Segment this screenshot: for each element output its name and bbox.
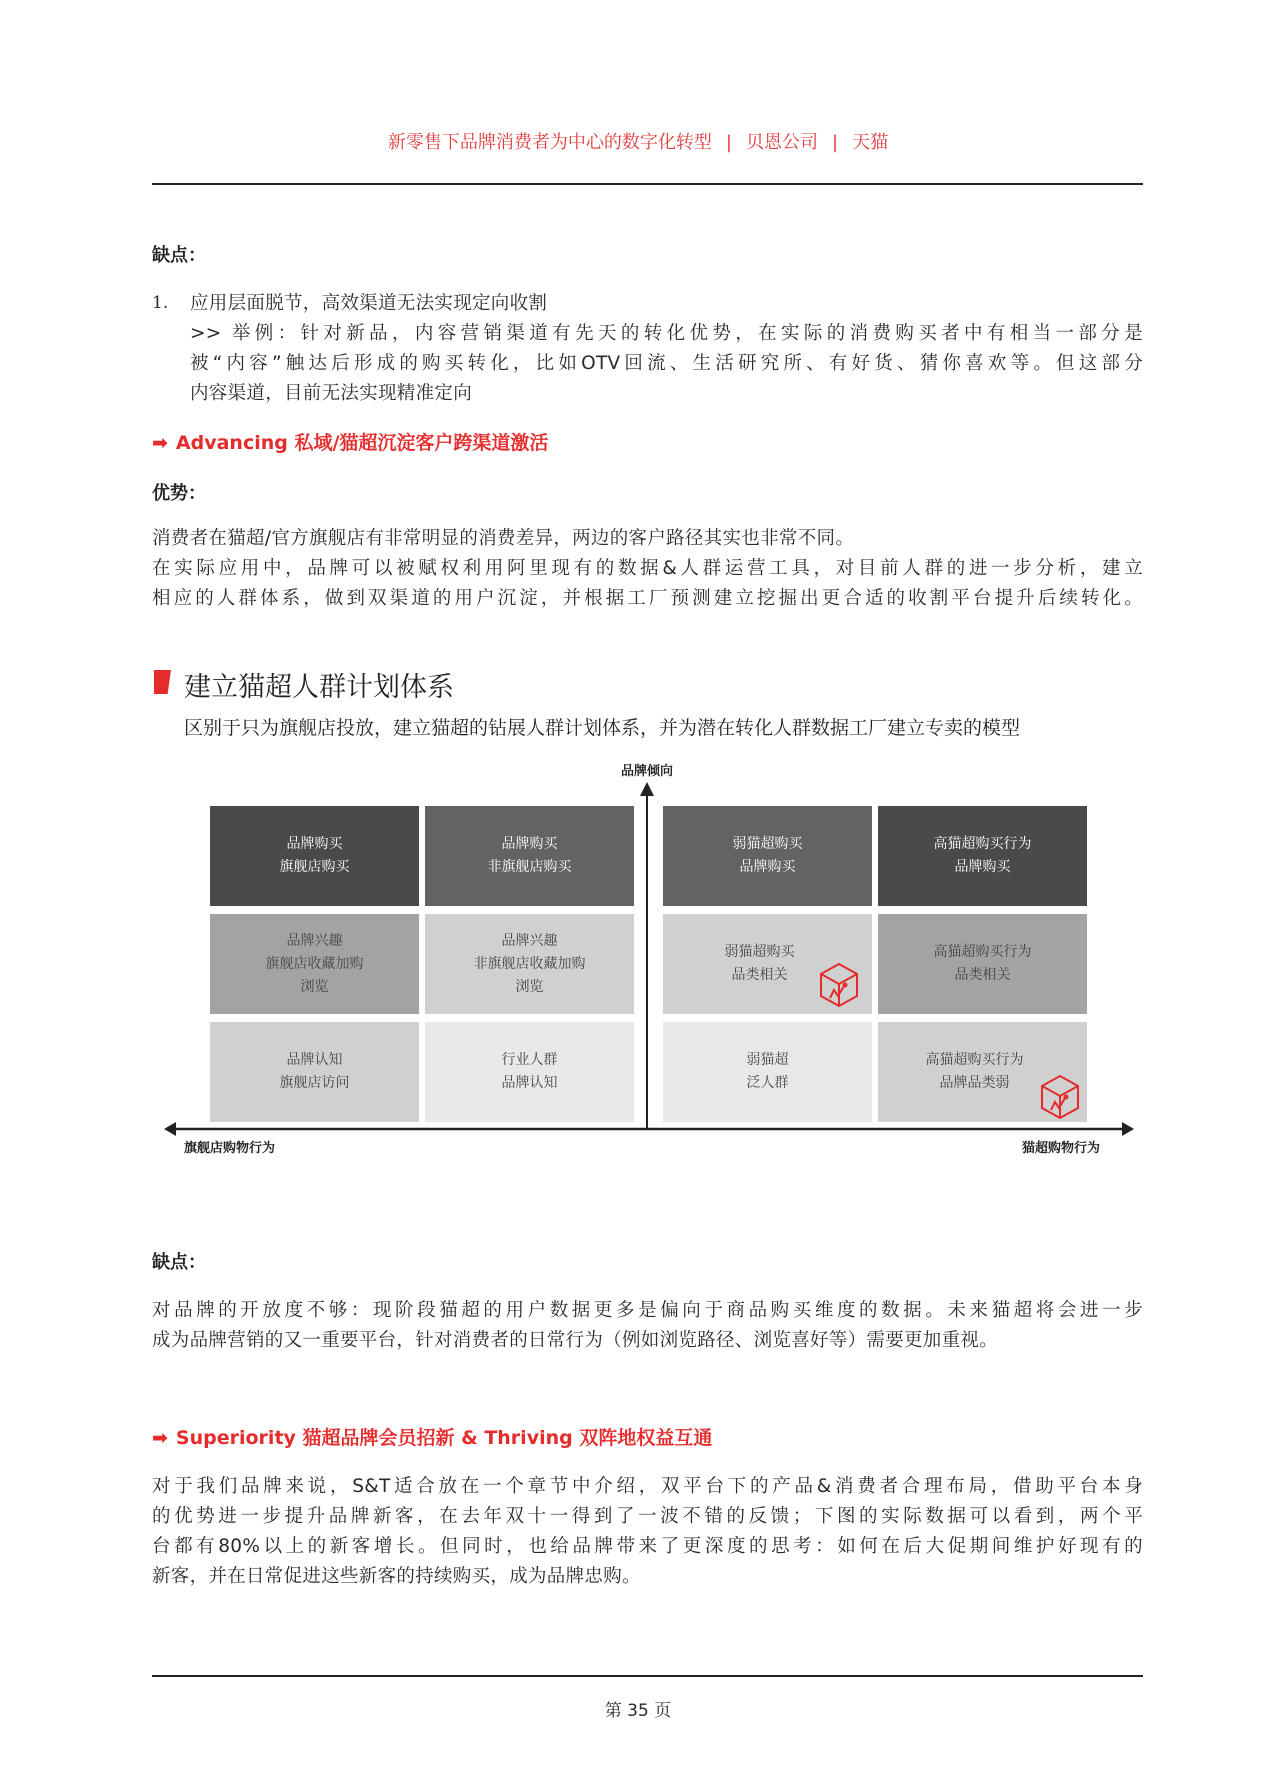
advantages-heading: 优势： xyxy=(152,483,206,504)
section-title: 建立猫超人群计划体系 xyxy=(184,672,454,703)
y-axis-label: 品牌倾向 xyxy=(620,764,674,779)
paragraph-line: 对于我们品牌来说，S&T适合放在一个章节中介绍，双平台下的产品&消费者合理布局，借助平台本身 xyxy=(152,1476,1143,1497)
header-title: 新零售下品牌消费者为中心的数字化转型 xyxy=(387,132,712,153)
paragraph-line: 的优势进一步提升品牌新客，在去年双十一得到了一波不错的反馈；下图的实际数据可以看到，两个平 xyxy=(152,1506,1143,1527)
matrix-cell xyxy=(663,1022,872,1122)
matrix-cell-text: 泛人群 xyxy=(746,1075,789,1091)
list-item-line: 被“内容”触达后形成的购买转化，比如OTV回流、生活研究所、有好货、猜你喜欢等。但这部分 xyxy=(190,353,1143,374)
y-axis-arrow-icon xyxy=(640,782,654,796)
x-axis-left-arrow-icon xyxy=(164,1122,176,1136)
matrix-cell-text: 高猫超购买行为 xyxy=(933,836,1032,852)
disadvantages-heading-2: 缺点： xyxy=(152,1252,206,1273)
matrix-cell-text: 浏览 xyxy=(515,978,544,995)
matrix-cell-text: 弱猫超 xyxy=(746,1052,789,1068)
matrix-cell-text: 品牌认知 xyxy=(501,1075,558,1091)
matrix-cell-text: 品牌购买 xyxy=(286,836,343,852)
matrix-cell xyxy=(210,1022,419,1122)
advancing-title: Advancing 私域/猫超沉淀客户跨渠道激活 xyxy=(175,432,549,454)
matrix-cell-text: 弱猫超购买 xyxy=(732,836,803,852)
disadvantages-heading: 缺点： xyxy=(152,245,206,266)
matrix-cell-text: 弱猫超购买 xyxy=(724,944,795,960)
x-axis-left-label: 旗舰店购物行为 xyxy=(184,1141,276,1156)
cube-icon xyxy=(1039,1074,1081,1120)
matrix-cell xyxy=(663,806,872,906)
matrix-cell xyxy=(878,806,1087,906)
footer-rule xyxy=(152,1675,1143,1677)
arrow-right-icon: ➡ xyxy=(152,1427,168,1449)
paragraph-line: 成为品牌营销的又一重要平台，针对消费者的日常行为（例如浏览路径、浏览喜好等）需要更加重视。 xyxy=(152,1330,999,1351)
matrix-cell-text: 品类相关 xyxy=(731,967,788,983)
matrix-cell-text: 高猫超购买行为 xyxy=(933,944,1032,960)
list-item-line: 内容渠道，目前无法实现精准定向 xyxy=(190,383,473,404)
list-item-line: >> 举例：针对新品，内容营销渠道有先天的转化优势，在实际的消费购买者中有相当一部分是 xyxy=(190,323,1143,344)
separator: | xyxy=(832,132,839,153)
matrix-cell xyxy=(210,806,419,906)
matrix-cell-text: 品牌品类弱 xyxy=(939,1075,1010,1091)
matrix-cell xyxy=(425,914,634,1014)
paragraph-line: 台都有80%以上的新客增长。但同时，也给品牌带来了更深度的思考：如何在后大促期间维护好现有的 xyxy=(152,1536,1143,1557)
matrix-cell-text: 品牌购买 xyxy=(954,859,1011,875)
x-axis-right-arrow-icon xyxy=(1122,1122,1134,1136)
matrix-cell-text: 旗舰店访问 xyxy=(279,1075,350,1091)
paragraph-line: 对品牌的开放度不够：现阶段猫超的用户数据更多是偏向于商品购买维度的数据。未来猫超将会进一步 xyxy=(152,1300,1143,1321)
matrix-cell-text: 品牌购买 xyxy=(739,859,796,875)
x-axis-right-label: 猫超购物行为 xyxy=(1022,1141,1101,1156)
matrix-cell-text: 非旗舰店收藏加购 xyxy=(473,955,586,972)
matrix-cell-text: 旗舰店收藏加购 xyxy=(265,955,364,972)
separator: | xyxy=(725,132,732,153)
list-number: 1. xyxy=(152,293,169,313)
matrix-cell-text: 行业人群 xyxy=(501,1052,558,1068)
paragraph-line: 消费者在猫超/官方旗舰店有非常明显的消费差异，两边的客户路径其实也非常不同。 xyxy=(152,528,855,549)
section-subtitle: 区别于只为旗舰店投放，建立猫超的钻展人群计划体系，并为潜在转化人群数据工厂建立专卖的模型 xyxy=(184,717,1021,739)
list-item-title: 应用层面脱节，高效渠道无法实现定向收割 xyxy=(190,293,548,314)
paragraph-line: 相应的人群体系，做到双渠道的用户沉淀，并根据工厂预测建立挖掘出更合适的收割平台提升后续转化。 xyxy=(152,588,1143,609)
matrix-cell-text: 浏览 xyxy=(300,978,329,995)
matrix-cell-text: 品牌购买 xyxy=(501,836,558,852)
matrix-cell xyxy=(210,914,419,1014)
paragraph-line: 在实际应用中，品牌可以被赋权利用阿里现有的数据&人群运营工具，对目前人群的进一步分析，建立 xyxy=(152,558,1143,579)
cube-icon xyxy=(818,962,860,1008)
matrix-cell-text: 非旗舰店购买 xyxy=(487,859,572,875)
matrix-cell xyxy=(878,1022,1087,1122)
matrix-cell-text: 品类相关 xyxy=(954,967,1011,983)
matrix-cell xyxy=(425,806,634,906)
matrix-cell-text: 品牌兴趣 xyxy=(286,932,343,949)
header-company: 贝恩公司 xyxy=(746,132,818,153)
matrix-cell-text: 品牌兴趣 xyxy=(501,932,558,949)
matrix-cell-text: 旗舰店购买 xyxy=(279,859,350,875)
superiority-heading xyxy=(152,1423,712,1450)
arrow-right-icon: ➡ xyxy=(152,432,168,454)
matrix-cell-text: 品牌认知 xyxy=(286,1052,343,1068)
matrix-cell-text: 高猫超购买行为 xyxy=(925,1052,1024,1068)
superiority-title: Superiority 猫超品牌会员招新 & Thriving 双阵地权益互通 xyxy=(175,1427,713,1449)
page-number: 第 35 页 xyxy=(604,1701,672,1721)
matrix-cell xyxy=(663,914,872,1014)
matrix-cell xyxy=(425,1022,634,1122)
paragraph-line: 新客，并在日常促进这些新客的持续购买，成为品牌忠购。 xyxy=(152,1566,641,1587)
header-platform: 天猫 xyxy=(852,132,889,153)
matrix-cell xyxy=(878,914,1087,1014)
